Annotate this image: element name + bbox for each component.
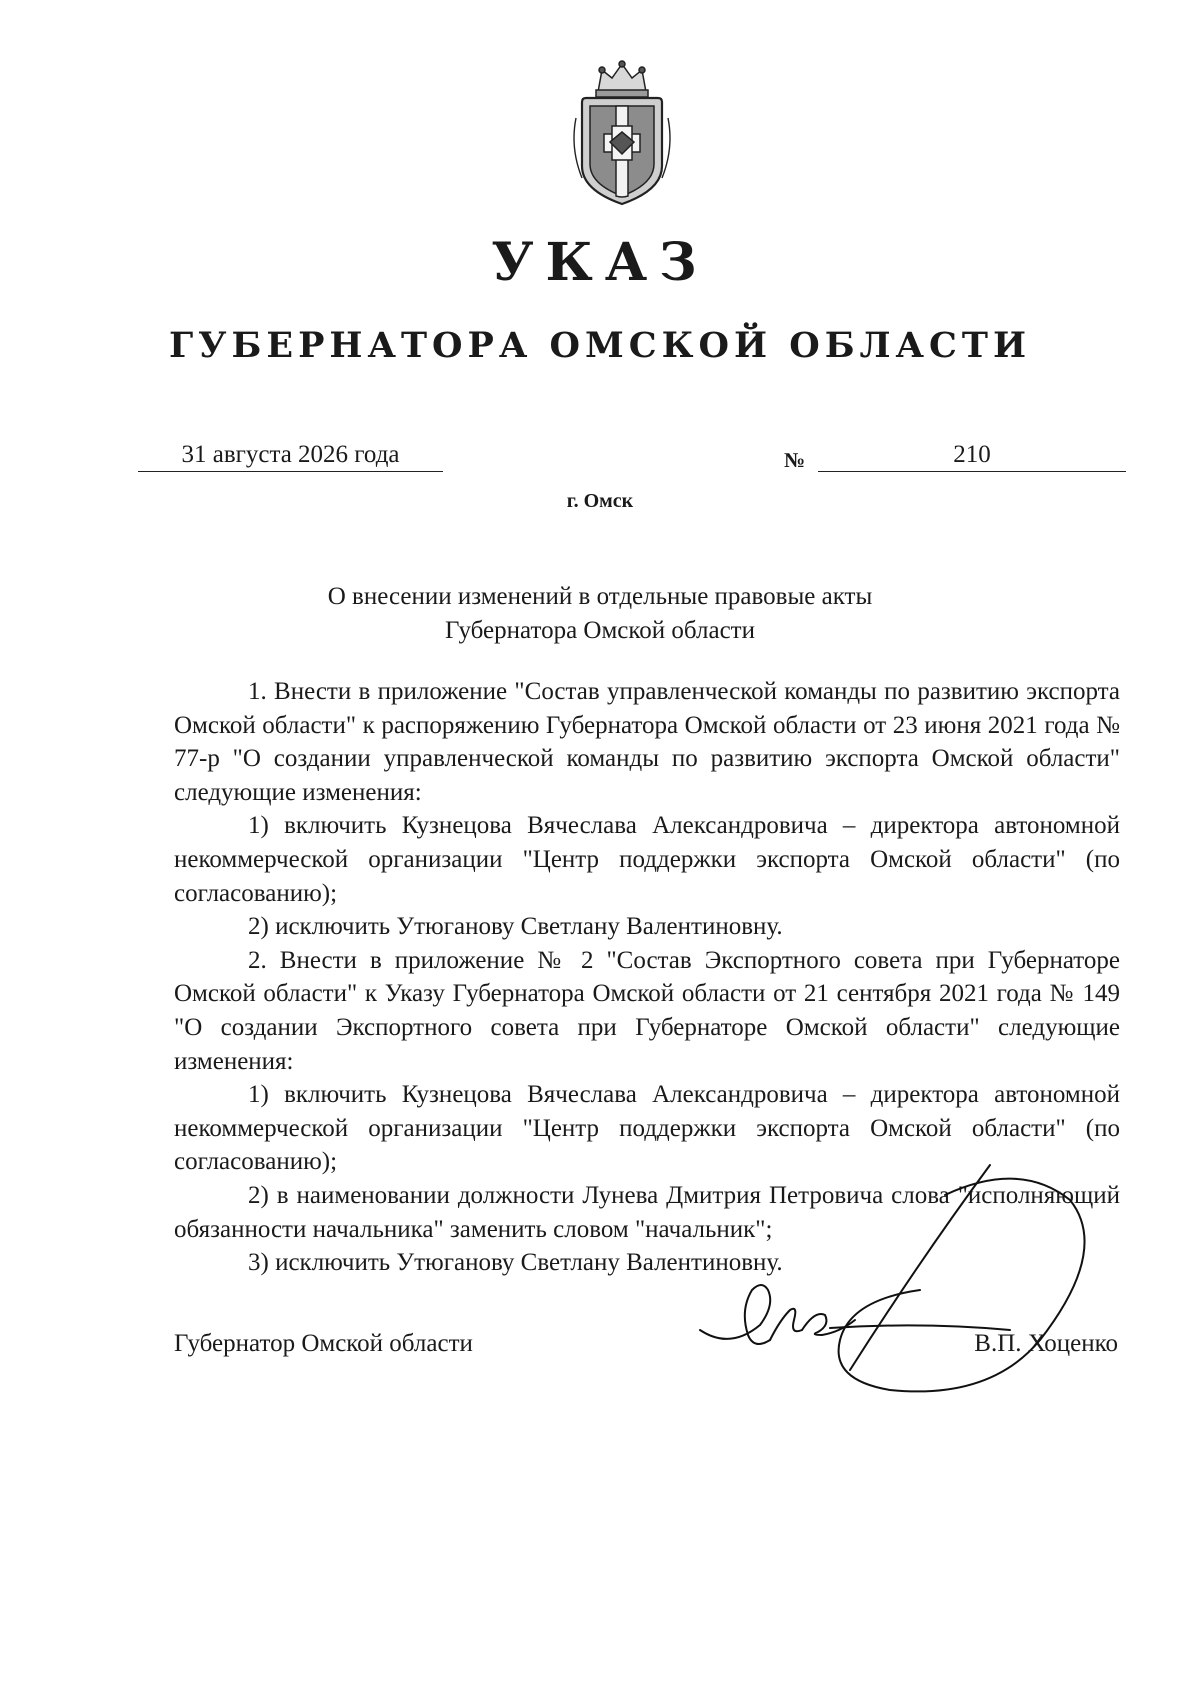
document-subtitle: ГУБЕРНАТОРА ОМСКОЙ ОБЛАСТИ [168, 325, 1032, 366]
signatory-name: В.П. Хоценко [974, 1330, 1118, 1357]
coat-of-arms-icon [568, 58, 676, 208]
body-paragraph: 2) исключить Утюганову Светлану Валентиновну. [248, 913, 783, 941]
document-title: УКАЗ [491, 232, 709, 293]
decree-number-label: № [784, 448, 806, 472]
signatory-position: Губернатор Омской области [174, 1330, 473, 1357]
body-paragraph: 1) включить Кузнецова Вячеслава Александровича – директора автономной некоммерческой организации "Центр поддержки экспорта Омской области" (по согласованию); [174, 812, 1120, 907]
body-paragraph: 1. Внести в приложение "Состав управленческой команды по развитию экспорта Омской области" к распоряжению Губернатора Омской области от 23 июня 2021 года № 77-р "О создании управленческой команды по развитию экспорта Омской области" следующие изменения: [174, 678, 1120, 806]
subject-line-2: Губернатора Омской области [445, 617, 755, 644]
body-paragraph: 2. Внести в приложение № 2 "Состав Экспортного совета при Губернаторе Омской области" к Указу Губернатора Омской области от 21 сентября 2021 года № 149 "О создании Экспортного совета при Губернаторе Омской области" следующие изменения: [174, 946, 1120, 1075]
decree-subject [0, 580, 1200, 648]
body-paragraph: 2) в наименовании должности Лунева Дмитрия Петровича слова "исполняющий обязанности начальника" заменить словом "начальник"; [174, 1181, 1120, 1243]
decree-city: г. Омск [566, 490, 634, 512]
body-paragraph: 3) исключить Утюганову Светлану Валентиновну. [248, 1249, 783, 1277]
decree-number: 210 [818, 440, 1126, 472]
body-paragraph: 1) включить Кузнецова Вячеслава Александровича – директора автономной некоммерческой организации "Центр поддержки экспорта Омской области" (по согласованию); [174, 1081, 1120, 1176]
decree-date: 31 августа 2026 года [138, 440, 443, 472]
subject-line-1: О внесении изменений в отдельные правовые акты [327, 583, 873, 610]
handwritten-signature [690, 1140, 1110, 1420]
